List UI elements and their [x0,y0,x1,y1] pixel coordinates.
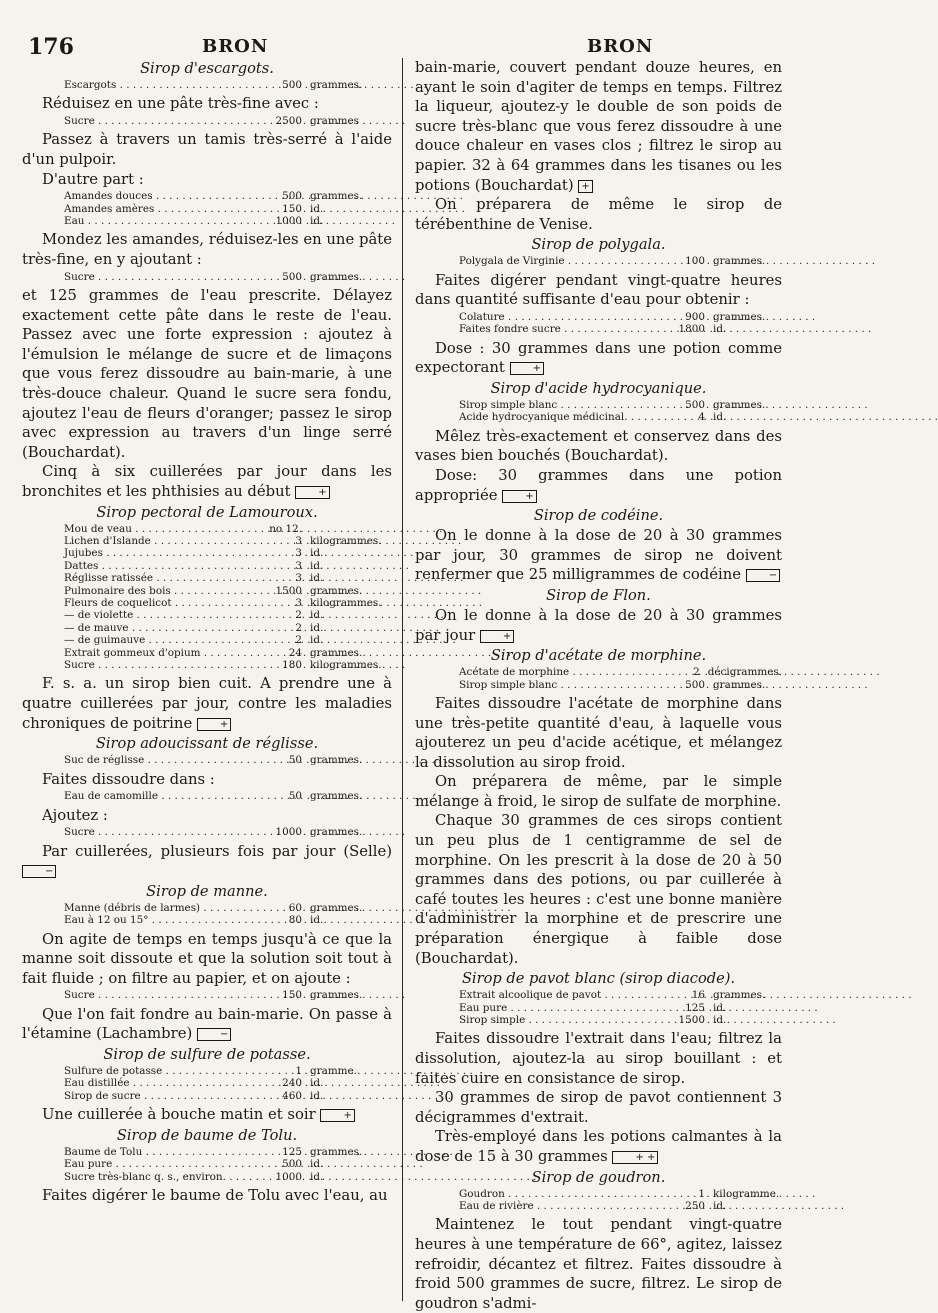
ingredient-row [22,826,392,838]
ingredient-row [22,215,392,227]
ingredient-name: Sucre très-blanc q. s., environ. . . . [22,1171,254,1183]
ingredient-quantity: 2 [295,634,302,647]
ingredient-unit: grammes. [310,270,363,283]
ingredient-row [22,203,392,215]
paragraph-text: Faites digérer pendant vingt-quatre heures dans quantité suffisante d'eau pour obtenir : [415,271,782,309]
ingredient-quantity: no 12. [269,522,302,535]
ingredient-quantity: 180 [282,659,302,671]
ingredient-table [22,790,392,802]
ingredient-unit: id. [713,1200,727,1212]
activity-symbol: + [480,630,514,643]
ingredient-unit: id. [310,621,324,634]
paragraph [415,1029,782,1088]
paragraph-text: Une cuillerée à bouche matin et soir [42,1106,316,1124]
paragraph-text: Cinq à six cuillerées par jour dans les bronchites et les phthisies au début [22,463,392,500]
ingredient-name: Amandes amères . . . [22,203,254,215]
activity-symbol: + [295,486,329,499]
ingredient-unit: id. [713,1001,727,1014]
ingredient-table [415,1188,782,1213]
paragraph [415,772,782,811]
recipe-heading: Sirop d'acide hydrocyanique. [490,379,707,397]
ingredient-quantity: 1 [295,1064,302,1077]
paragraph-text: 30 grammes de sirop de pavot contiennent 3 décigrammes d'extrait. [415,1089,782,1126]
ingredient-unit: id. [310,572,324,585]
ingredient-quantity: 1500 [678,1014,705,1027]
paragraph [415,811,782,968]
ingredient-quantity: 240 [282,1077,302,1090]
paragraph [22,130,392,169]
ingredient-name: Eau pure . . . [415,1002,665,1014]
ingredient-name: Eau distillée . . . [22,1077,254,1089]
ingredient-quantity: 500 [282,270,302,283]
ingredient-unit: id. [713,1014,727,1027]
ingredient-row [22,1065,392,1077]
paragraph-text: Par cuillerées, plusieurs fois par jour (Selle) [42,842,392,860]
ingredient-name: Eau . . . [22,215,254,227]
ingredient-quantity: 50 [288,754,302,767]
ingredient-name: Sucre . . . [22,115,254,127]
ingredient-quantity: 3 [295,559,302,572]
ingredient-quantity: 500 [282,79,302,91]
ingredient-quantity: 60 [288,901,302,914]
ingredient-table [415,311,782,336]
ingredient-unit: grammes. [713,310,766,323]
activity-symbol: + [502,490,536,503]
ingredient-name: Sulfure de potasse . . . [22,1065,254,1077]
ingredient-unit: grammes. [310,646,363,659]
ingredient-quantity: 3 [295,572,302,585]
ingredient-unit: grammes. [310,754,363,767]
ingredient-unit: id. [310,547,324,560]
ingredient-quantity: 1 [698,1187,705,1200]
ingredient-table [22,523,392,672]
ingredient-quantity: 900 [685,310,705,323]
left-column [22,58,402,1301]
recipe-heading: Sirop de polygala. [531,236,666,254]
ingredient-unit: grammes. [713,255,766,268]
ingredient-unit: id. [310,202,324,215]
running-head-left: BRON [202,36,269,57]
ingredient-name: Polygala de Virginie . . . [415,255,665,267]
ingredient-quantity: 150 [282,989,302,1002]
paragraph [415,606,782,645]
ingredient-row [22,115,392,127]
ingredient-quantity: 100 [685,255,705,268]
ingredient-row [22,597,392,609]
paragraph [22,1105,392,1125]
recipe-heading: Sirop de codéine. [533,507,664,525]
paragraph [22,806,392,826]
ingredient-quantity: 1800 [678,323,705,336]
paragraph [22,286,392,462]
ingredient-quantity: 2 [295,621,302,634]
ingredient-quantity: 150 [282,202,302,215]
paragraph-text: D'autre part : [42,170,144,188]
paragraph [415,526,782,585]
ingredient-unit: id. [713,323,727,336]
ingredient-row [22,659,392,671]
paragraph-text: Très-employé dans les potions calmantes à la dose de 15 à 30 grammes [415,1128,782,1165]
ingredient-unit: id. [310,1089,324,1102]
ingredient-row [22,572,392,584]
paragraph-text: Faites digérer le baume de Tolu avec l'eau, au [42,1187,388,1204]
ingredient-row [22,754,392,766]
ingredient-quantity: 2 [693,666,700,679]
ingredient-name: Eau pure . . . [22,1158,254,1170]
ingredient-quantity: 125 [685,1001,705,1014]
ingredient-name: — de mauve . . . [22,622,254,634]
paragraph [415,1127,782,1166]
paragraph-text: Maintenez le tout pendant vingt-quatre heures à une température de 66°, agitez, laissez refroidir, décantez et filtrez. Faites dissoudre à froid 500 grammes de sucre, filtrez. Le sirop de goudron s'admi- [415,1216,782,1312]
paragraph [22,674,392,733]
ingredient-row [22,634,392,646]
ingredient-row [22,1077,392,1089]
ingredient-unit: grammes. [713,678,766,691]
ingredient-name: Sucre . . . [22,659,254,671]
right-column [402,58,782,1312]
recipe-heading: Sirop de pavot blanc (sirop diacode). [461,970,736,988]
ingredient-name: Faites fondre sucre . . . [415,323,665,335]
ingredient-name: Amandes douces . . . [22,190,254,202]
paragraph [415,694,782,772]
paragraph [22,1005,392,1044]
ingredient-table [415,399,782,424]
ingredient-unit: id. [713,411,727,424]
ingredient-row [22,1158,392,1170]
activity-symbol: + [197,718,231,731]
page-header [22,14,786,60]
ingredient-table [22,115,392,127]
ingredient-quantity: 80 [288,914,302,927]
ingredient-row [415,399,782,411]
ingredient-name: Mou de veau . . . [22,523,254,535]
ingredient-quantity: 460 [282,1089,302,1102]
ingredient-quantity: 1000 [275,215,302,227]
text-columns [22,58,790,1312]
ingredient-unit: kilogramme. [713,1187,780,1200]
ingredient-row [415,989,782,1001]
ingredient-quantity: 2 [295,609,302,622]
paragraph-text: Ajoutez : [42,806,108,824]
ingredient-name: Eau à 12 ou 15° . . . [22,914,254,926]
ingredient-row [22,790,392,802]
ingredient-row [415,1188,782,1200]
ingredient-unit: id. [310,1170,324,1183]
ingredient-name: Dattes . . . [22,560,254,572]
ingredient-quantity: 2500 [275,115,302,127]
paragraph-text: Que l'on fait fondre au bain-marie. On passe à l'étamine (Lachambre) [22,1005,392,1043]
paragraph-text: Dose : 30 grammes dans une potion comme expectorant [415,339,782,377]
ingredient-quantity: 500 [282,1158,302,1171]
ingredient-name: Acétate de morphine . . . [415,666,665,678]
paragraph-text: On le donne à la dose de 20 à 30 grammes par jour [415,606,782,644]
paragraph [415,271,782,310]
ingredient-quantity: 1000 [275,1170,302,1183]
paragraph [22,462,392,501]
paragraph [415,339,782,378]
ingredient-table [22,190,392,227]
activity-symbol: + [510,362,544,375]
paragraph [22,170,392,190]
ingredient-row [415,666,782,678]
ingredient-name: — de guimauve . . . [22,634,254,646]
paragraph [22,770,392,790]
paragraph-text: On le donne à la dose de 20 à 30 grammes par jour, 30 grammes de sirop ne doivent renfermer que 25 milligrammes de codéine [415,527,782,584]
paragraph-text: On préparera de même, par le simple mélange à froid, le sirop de sulfate de morphine. [415,773,782,810]
ingredient-unit: id. [310,609,324,622]
paragraph-text: et 125 grammes de l'eau prescrite. Délayez exactement cette pâte dans le reste de l'eau. Passez avec une forte expression : ajoutez à l'émulsion le mélange de sucre et de limaçons que vous ferez dissoudre au bain-marie, à une très-douce chaleur. Quand le sucre sera fondu, ajoutez l'eau de fleurs d'oranger; passez le sirop avec expression au travers d'un linge serré (Bouchardat). [22,287,392,461]
paragraph-text: Réduisez en une pâte très-fine avec : [42,95,319,113]
ingredient-row [22,1171,392,1183]
ingredient-name: Sucre . . . [22,271,254,283]
ingredient-name: Eau de rivière . . . [415,1200,665,1212]
ingredient-row [22,560,392,572]
ingredient-unit: id. [310,1158,324,1171]
ingredient-unit: kilogrammes. [310,534,382,547]
ingredient-name: Sirop simple blanc . . . [415,679,665,691]
ingredient-name: Sirop simple blanc . . . [415,399,665,411]
ingredient-unit: kilogrammes. [310,596,382,609]
ingredient-quantity: 50 [288,790,302,803]
ingredient-table [22,1146,392,1183]
ingredient-unit: grammes. [310,989,363,1002]
ingredient-unit: grammes. [310,790,363,803]
ingredient-row [22,79,392,91]
ingredient-table [415,255,782,267]
ingredient-name: Réglisse ratissée . . . [22,572,254,584]
paragraph [415,195,782,234]
activity-symbol: + [320,1109,354,1122]
ingredient-quantity: 500 [282,190,302,203]
ingredient-row [22,622,392,634]
paragraph-text: bain-marie, couvert pendant douze heures, en ayant le soin d'agiter de temps en temps. Filtrez la liqueur, ajoutez-y le double de son poids de sucre très-blanc que vous ferez dissoudre à une douce chaleur en vases clos ; filtrez le sirop au papier. 32 à 64 grammes dans les tisanes ou les potions (Bouchardat) [415,59,782,194]
ingredient-name: Lichen d'Islande . . . [22,535,254,547]
activity-symbol: − [746,569,780,582]
ingredient-quantity: 1500 [275,584,302,597]
ingredient-unit: grammes. [310,901,363,914]
ingredient-row [415,311,782,323]
ingredient-name: Goudron . . . [415,1188,665,1200]
recipe-heading: Sirop de goudron. [531,1168,666,1186]
ingredient-table [415,989,782,1026]
ingredient-row [415,411,782,423]
ingredient-unit: décigrammes. [707,666,782,679]
paragraph [415,58,782,195]
ingredient-unit: id. [310,1077,324,1090]
ingredient-row [22,647,392,659]
paragraph-text: Passez à travers un tamis très-serré à l'aide d'un pulpoir. [22,131,392,168]
ingredient-name: Extrait alcoolique de pavot . . . [415,989,665,1001]
ingredient-row [22,523,392,535]
paragraph-text: Faites dissoudre l'acétate de morphine dans une très-petite quantité d'eau, à laquelle vous ajouterez un peu d'acide acétique, et mélangez la dissolution au sirop froid. [415,694,782,771]
paragraph-text: Dose: 30 grammes dans une potion appropriée [415,466,782,504]
ingredient-quantity: 125 [282,1145,302,1158]
paragraph [22,842,392,881]
ingredient-unit: grammes. [310,826,363,839]
recipe-heading: Sirop adoucissant de réglisse. [95,735,319,753]
ingredient-table [22,902,392,927]
ingredient-row [415,1200,782,1212]
paragraph [415,1215,782,1313]
paragraph-text: Faites dissoudre l'extrait dans l'eau; filtrez la dissolution, ajoutez-la au sirop bouillant : et faites cuire en consistance de sirop. [415,1030,782,1087]
ingredient-unit: gramme. [310,1064,357,1077]
ingredient-quantity: 3 [295,547,302,560]
ingredient-row [415,679,782,691]
ingredient-quantity: 3 [295,534,302,547]
recipe-heading: Sirop de sulfure de potasse. [103,1045,311,1063]
ingredient-table [22,79,392,91]
ingredient-name: Sucre . . . [22,989,254,1001]
paragraph-text: Faites dissoudre dans : [42,770,215,788]
ingredient-name: Extrait gommeux d'opium . . . [22,647,254,659]
ingredient-name: Escargots . . . [22,79,254,91]
paragraph-text: Mondez les amandes, réduisez-les en une pâte très-fine, en y ajoutant : [22,231,392,268]
ingredient-unit: grammes. [713,989,766,1002]
ingredient-quantity: 1000 [275,826,302,839]
paragraph [22,1186,392,1206]
ingredient-table [22,989,392,1001]
ingredient-quantity: 500 [685,678,705,691]
paragraph [415,1088,782,1127]
activity-symbol: + + [612,1151,658,1164]
paragraph [415,427,782,466]
recipe-heading: Sirop pectoral de Lamouroux. [96,503,318,521]
ingredient-unit: grammes. [310,190,363,203]
recipe-heading: Sirop de baume de Tolu. [116,1126,298,1144]
paragraph-text: Chaque 30 grammes de ces sirops contient un peu plus de 1 centigramme de sel de morphine. On les prescrit à la dose de 20 à 50 grammes dans des potions, ou par cuillerée à café toutes les heures : c'est une bonne manière d'administrer la morphine et de prescrire une préparation énergique à faible dose (Bouchardat). [415,812,782,967]
ingredient-row [415,255,782,267]
ingredient-name: Sirop simple . . . [415,1014,665,1026]
ingredient-row [22,535,392,547]
paragraph-text: F. s. a. un sirop bien cuit. A prendre une à quatre cuillerées par jour, contre les maladies chroniques de poitrine [22,675,392,732]
ingredient-name: Colature . . . [415,311,665,323]
paragraph [415,466,782,505]
ingredient-name: Manne (débris de larmes) . . . [22,902,254,914]
ingredient-quantity: 16 [691,989,705,1002]
paragraph [22,230,392,269]
ingredient-unit: id. [310,634,324,647]
ingredient-quantity: 24 [288,646,302,659]
ingredient-name: Acide hydrocyanique médicinal. . . . [415,411,665,423]
running-head-right: BRON [587,36,654,57]
ingredient-name: Baume de Tolu . . . [22,1146,254,1158]
ingredient-quantity: 4 [698,411,705,424]
activity-symbol: + [578,180,592,193]
ingredient-row [22,914,392,926]
ingredient-table [415,666,782,691]
ingredient-name: Jujubes . . . [22,547,254,559]
ingredient-table [22,754,392,766]
ingredient-unit: grammes. [310,1145,363,1158]
ingredient-quantity: 500 [685,398,705,411]
ingredient-row [22,609,392,621]
ingredient-quantity: 3 [295,596,302,609]
paragraph [22,94,392,114]
ingredient-row [22,1090,392,1102]
ingredient-name: Suc de réglisse . . . [22,754,254,766]
paragraph-text: On agite de temps en temps jusqu'à ce que la manne soit dissoute et que la solution soit tout à fait fluide ; on filtre au papier, et on ajoute : [22,930,392,987]
ingredient-row [22,190,392,202]
ingredient-table [22,826,392,838]
recipe-heading: Sirop d'escargots. [140,60,274,77]
ingredient-unit: kilogrammes. [310,659,382,671]
ingredient-unit: grammes. [713,398,766,411]
ingredient-row [415,323,782,335]
recipe-heading: Sirop de manne. [146,882,268,900]
ingredient-row [22,271,392,283]
ingredient-row [415,1002,782,1014]
ingredient-row [22,1146,392,1158]
ingredient-row [22,989,392,1001]
ingredient-quantity: 250 [685,1200,705,1212]
ingredient-unit: id. [310,914,324,927]
recipe-heading: Sirop d'acétate de morphine. [490,647,707,665]
ingredient-row [22,585,392,597]
ingredient-row [22,902,392,914]
ingredient-table [22,1065,392,1102]
paragraph [22,930,392,989]
activity-symbol: − [22,865,56,878]
ingredient-name: — de violette . . . [22,609,254,621]
ingredient-name: Pulmonaire des bois . . . [22,585,254,597]
ingredient-name: Fleurs de coquelicot . . . [22,597,254,609]
paragraph-text: On préparera de même le sirop de térébenthine de Venise. [415,196,782,233]
recipe-heading: Sirop de Flon. [546,586,651,604]
page-number: 176 [28,34,74,60]
paragraph-text: Mêlez très-exactement et conservez dans des vases bien bouchés (Bouchardat). [415,427,782,465]
activity-symbol: − [197,1028,231,1041]
ingredient-table [22,271,392,283]
ingredient-unit: grammes [310,115,360,127]
ingredient-name: Eau de camomille . . . [22,790,254,802]
ingredient-row [22,547,392,559]
ingredient-unit: id. [310,559,324,572]
ingredient-name: Sirop de sucre . . . [22,1090,254,1102]
ingredient-unit: grammes. [310,79,363,91]
ingredient-unit: id. [310,215,324,227]
ingredient-name: Sucre . . . [22,826,254,838]
ingredient-row [415,1014,782,1026]
ingredient-unit: grammes. [310,584,363,597]
